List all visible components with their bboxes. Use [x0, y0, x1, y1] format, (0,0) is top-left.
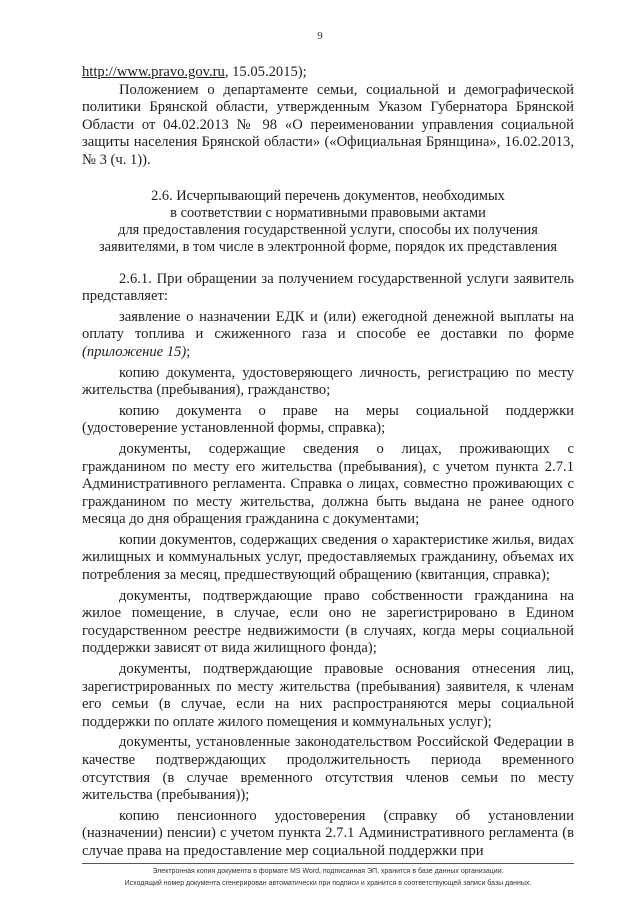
heading-line-4: заявителями, в том числе в электронной форме, порядок их представления	[98, 238, 558, 255]
page-number: 9	[317, 30, 323, 42]
document-body	[82, 64, 574, 861]
list-item-application	[82, 309, 574, 362]
item1-end: ;	[186, 343, 191, 360]
list-item-family-basis: документы, подтверждающие правовые основания отнесения лиц, зарегистрированных по месту жительства (пребывания) заявителя, к членам его семьи (в случае, если на них распространяются меры социальной поддержки по оплате жилого помещения и коммунальных услуг);	[82, 661, 574, 730]
footer-line-1: Электронная копия документа в формате MS Word, подписанная ЭП, хранится в базе данных организации.	[152, 868, 504, 875]
list-item-housing-info: копии документов, содержащих сведения о характеристике жилья, видах жилищных и коммунальных услуг, предоставляемых гражданину, объемах их потребления за месяц, предшествующий обращению (квитанция, справка);	[82, 531, 574, 584]
list-item-support-right: копию документа о праве на меры социальной поддержки (удостоверение установленной формы, справка);	[82, 402, 574, 437]
citation-tail: , 15.05.2015);	[224, 64, 307, 80]
section-intro: 2.6.1. При обращении за получением государственной услуги заявитель представляет:	[82, 270, 574, 305]
citation-continuation	[82, 64, 574, 82]
footer-note	[82, 866, 574, 890]
footer-line-2: Исходящий номер документа сгенерирован автоматически при подписи и хранится в соответствующей записи базы данных.	[124, 880, 532, 887]
item1-appendix-ref: (приложение 15)	[82, 343, 187, 360]
list-item-absence: документы, установленные законодательством Российской Федерации в качестве подтверждающих продолжительность периода временного отсутствия (в случае временного отсутствия членов семьи по месту жительства (пребывания));	[82, 734, 574, 804]
list-item-ownership: документы, подтверждающие право собственности гражданина на жилое помещение, в случае, если оно не зарегистрировано в Едином государственном реестре недвижимости (в случаях, когда меры социальной поддержки зависят от вида жилищного фонда);	[82, 587, 574, 657]
heading-line-3: для предоставления государственной услуги, способы их получения	[118, 221, 538, 238]
list-item-cohabitants: документы, содержащие сведения о лицах, проживающих с гражданином по месту его жительства (пребывания), с учетом пункта 2.7.1 Административного регламента. Справка о лицах, совместно проживающих с гражданином по месту жительства, должна быть выдана не ранее одного месяца до дня обращения гражданина с документами;	[82, 440, 574, 528]
list-item-pension: копию пенсионного удостоверения (справку об установлении (назначении) пенсии) с учетом пункта 2.7.1 Административного регламента (в случае права на предоставление мер социальной поддержки при	[82, 807, 574, 859]
heading-line-2: в соответствии с нормативными правовыми актами	[170, 204, 486, 221]
pravo-link[interactable]: http://www.pravo.gov.ru	[82, 64, 225, 80]
section-heading	[82, 188, 574, 256]
paragraph-regulation: Положением о департаменте семьи, социальной и демографической политики Брянской области, утвержденным Указом Губернатора Брянской Области от 04.02.2013 № 98 «О переименовании управления социальной защиты населения Брянской области» («Официальная Брянщина», 16.02.2013, № 3 (ч. 1)).	[82, 81, 574, 168]
footer-divider	[82, 863, 574, 864]
item1-text: заявление о назначении ЕДК и (или) ежегодной денежной выплаты на оплату топлива и сжиженного газа и способе ее доставки по форме	[82, 308, 574, 343]
heading-line-1: 2.6. Исчерпывающий перечень документов, необходимых	[151, 187, 505, 204]
list-item-identity: копию документа, удостоверяющего личность, регистрацию по месту жительства (пребывания), гражданство;	[82, 364, 574, 399]
